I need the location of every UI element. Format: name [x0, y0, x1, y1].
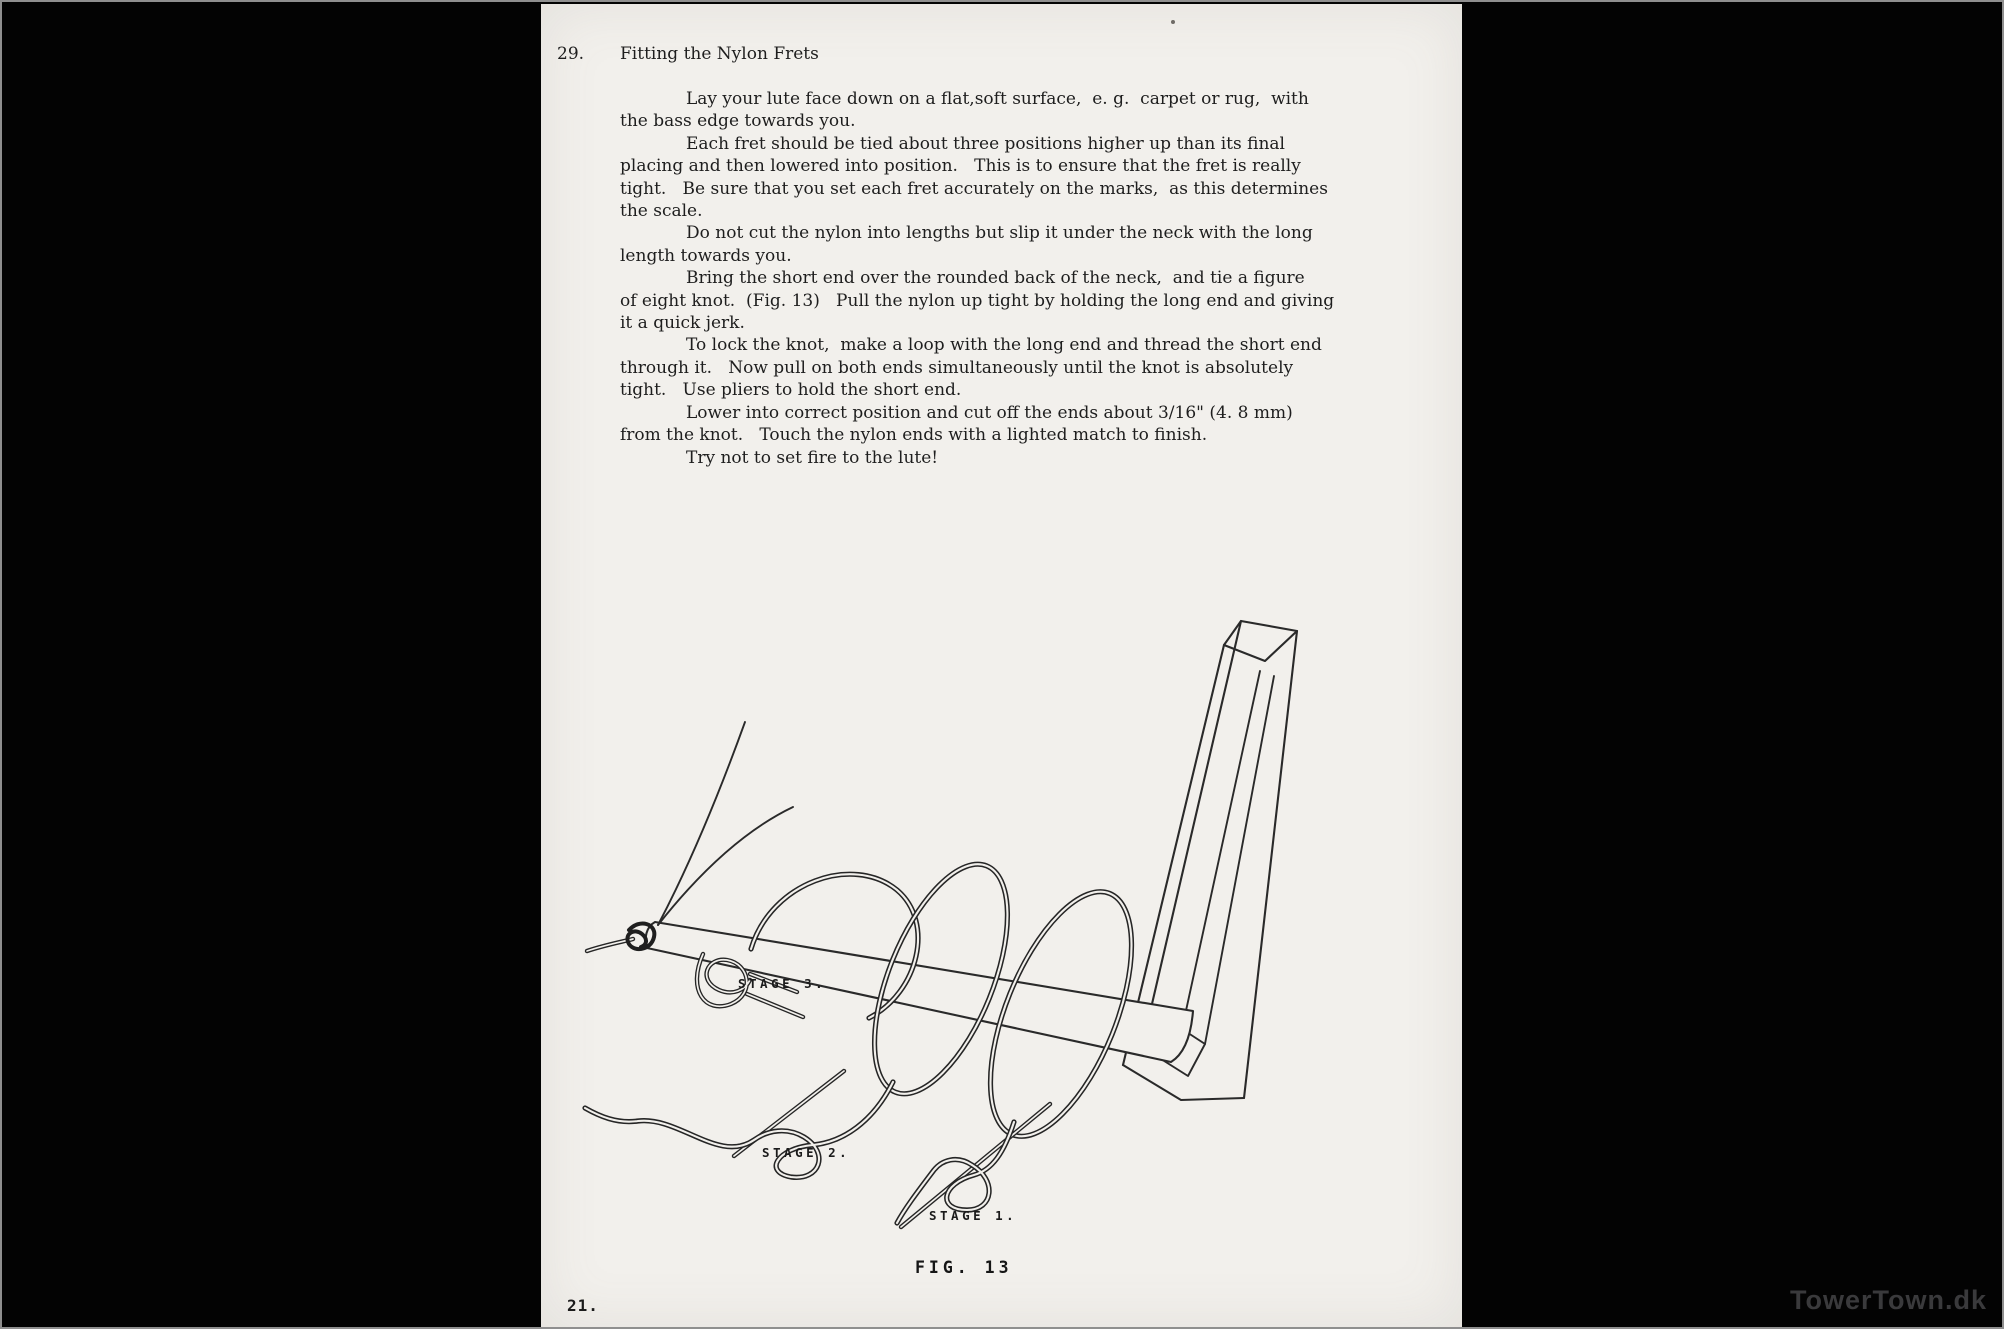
figure-label-stage-1: STAGE 1.: [929, 1208, 1018, 1223]
text-line: tight. Use pliers to hold the short end.: [620, 380, 962, 401]
text-line: length towards you.: [620, 245, 792, 266]
scan-speck: [1171, 20, 1175, 24]
section-number: 29.: [557, 44, 585, 64]
watermark-text: TowerTown.dk: [1790, 1285, 1987, 1315]
string-lines: [658, 722, 793, 925]
text-line: Lower into correct position and cut off the ends about 3/16" (4. 8 mm): [686, 402, 1293, 423]
text-line: Each fret should be tied about three positions higher up than its final: [686, 133, 1285, 154]
stage3-knot: [587, 924, 654, 951]
text-line: the scale.: [620, 201, 703, 222]
text-line: it a quick jerk.: [620, 313, 745, 334]
scanned-page: [541, 4, 1462, 1327]
text-line: tight. Be sure that you set each fret accurately on the marks, as this determines: [620, 178, 1328, 199]
text-line: of eight knot. (Fig. 13) Pull the nylon up tight by holding the long end and giving: [620, 290, 1335, 311]
figure-label-stage-3: STAGE 3.: [738, 976, 827, 991]
figure-caption: FIG. 13: [915, 1258, 1013, 1277]
text-line: Bring the short end over the rounded back of the neck, and tie a figure: [686, 268, 1305, 289]
stage2-knot: [585, 1071, 893, 1177]
text-line: Do not cut the nylon into lengths but slip it under the neck with the long: [686, 223, 1313, 244]
text-line: the bass edge towards you.: [620, 111, 856, 132]
page-title: Fitting the Nylon Frets: [620, 44, 819, 64]
text-line: Lay your lute face down on a flat,soft surface, e. g. carpet or rug, with: [686, 89, 1309, 109]
text-line: through it. Now pull on both ends simultaneously until the knot is absolutely: [620, 357, 1294, 378]
figure-label-stage-2: STAGE 2.: [762, 1145, 851, 1160]
page-number: 21.: [567, 1296, 599, 1315]
text-line: To lock the knot, make a loop with the long end and thread the short end: [686, 335, 1322, 356]
text-line: Try not to set fire to the lute!: [686, 447, 939, 468]
text-line: from the knot. Touch the nylon ends with a lighted match to finish.: [620, 425, 1208, 446]
lute-fret-tying-diagram: [541, 4, 1462, 1329]
text-line: placing and then lowered into position. This is to ensure that the fret is really: [620, 156, 1301, 177]
